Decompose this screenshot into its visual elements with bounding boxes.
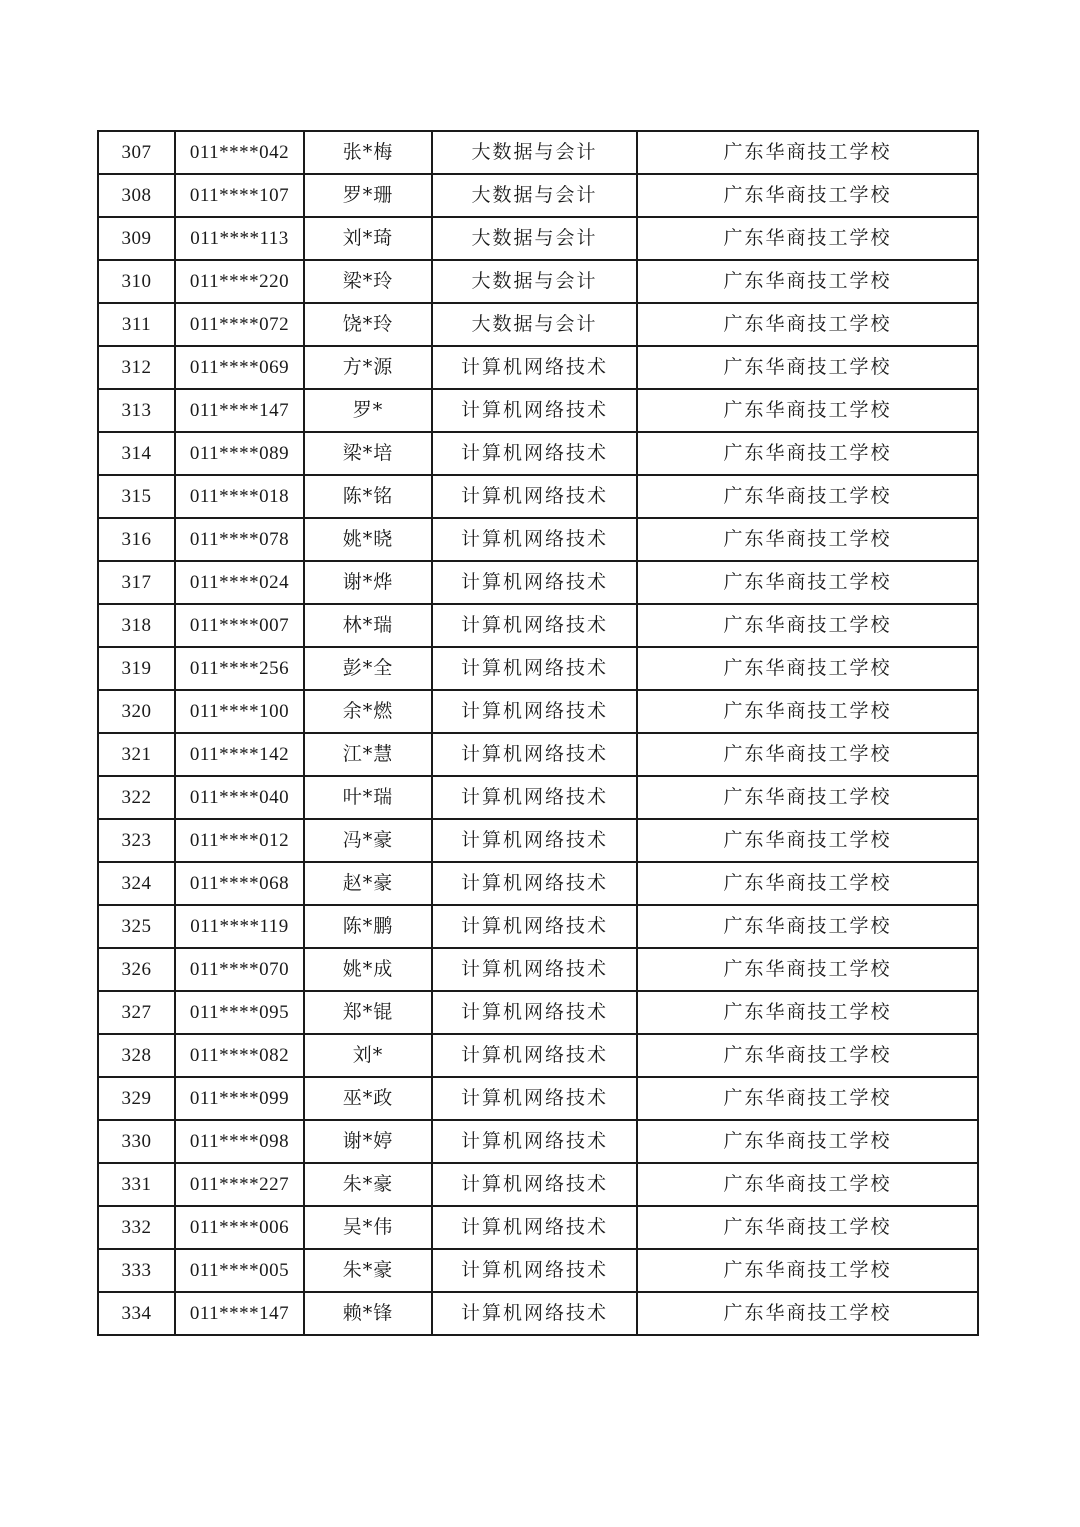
student-name-cell: 陈*鹏 [304, 905, 432, 948]
student-id-cell: 011****018 [175, 475, 304, 518]
major-cell: 大数据与会计 [432, 260, 637, 303]
school-cell: 广东华商技工学校 [637, 346, 978, 389]
table-row [98, 518, 978, 561]
row-number-cell: 308 [98, 174, 175, 217]
student-id-cell: 011****119 [175, 905, 304, 948]
student-name-cell: 朱*豪 [304, 1163, 432, 1206]
table-row [98, 862, 978, 905]
table-row [98, 819, 978, 862]
row-number-cell: 329 [98, 1077, 175, 1120]
school-cell: 广东华商技工学校 [637, 131, 978, 174]
school-cell: 广东华商技工学校 [637, 1120, 978, 1163]
student-name-cell: 朱*豪 [304, 1249, 432, 1292]
table-row [98, 647, 978, 690]
student-roster-table [97, 130, 979, 1336]
major-cell: 计算机网络技术 [432, 346, 637, 389]
major-cell: 计算机网络技术 [432, 561, 637, 604]
student-name-cell: 饶*玲 [304, 303, 432, 346]
student-name-cell: 张*梅 [304, 131, 432, 174]
student-id-cell: 011****040 [175, 776, 304, 819]
student-id-cell: 011****089 [175, 432, 304, 475]
major-cell: 计算机网络技术 [432, 475, 637, 518]
row-number-cell: 334 [98, 1292, 175, 1335]
major-cell: 计算机网络技术 [432, 991, 637, 1034]
row-number-cell: 315 [98, 475, 175, 518]
student-name-cell: 姚*晓 [304, 518, 432, 561]
table-row [98, 1249, 978, 1292]
school-cell: 广东华商技工学校 [637, 690, 978, 733]
row-number-cell: 319 [98, 647, 175, 690]
student-id-cell: 011****147 [175, 1292, 304, 1335]
student-name-cell: 谢*烨 [304, 561, 432, 604]
major-cell: 大数据与会计 [432, 174, 637, 217]
student-id-cell: 011****147 [175, 389, 304, 432]
student-id-cell: 011****100 [175, 690, 304, 733]
row-number-cell: 328 [98, 1034, 175, 1077]
school-cell: 广东华商技工学校 [637, 647, 978, 690]
student-id-cell: 011****072 [175, 303, 304, 346]
table-row [98, 475, 978, 518]
major-cell: 大数据与会计 [432, 217, 637, 260]
student-id-cell: 011****024 [175, 561, 304, 604]
student-id-cell: 011****007 [175, 604, 304, 647]
school-cell: 广东华商技工学校 [637, 819, 978, 862]
major-cell: 计算机网络技术 [432, 604, 637, 647]
major-cell: 计算机网络技术 [432, 862, 637, 905]
table-row [98, 905, 978, 948]
school-cell: 广东华商技工学校 [637, 1206, 978, 1249]
major-cell: 计算机网络技术 [432, 776, 637, 819]
major-cell: 计算机网络技术 [432, 1292, 637, 1335]
student-id-cell: 011****006 [175, 1206, 304, 1249]
student-name-cell: 彭*全 [304, 647, 432, 690]
student-id-cell: 011****082 [175, 1034, 304, 1077]
student-id-cell: 011****012 [175, 819, 304, 862]
student-name-cell: 叶*瑞 [304, 776, 432, 819]
table-row [98, 991, 978, 1034]
school-cell: 广东华商技工学校 [637, 389, 978, 432]
table-row [98, 1206, 978, 1249]
school-cell: 广东华商技工学校 [637, 1034, 978, 1077]
table-row [98, 1034, 978, 1077]
table-row [98, 561, 978, 604]
major-cell: 计算机网络技术 [432, 948, 637, 991]
school-cell: 广东华商技工学校 [637, 991, 978, 1034]
school-cell: 广东华商技工学校 [637, 475, 978, 518]
student-name-cell: 赵*豪 [304, 862, 432, 905]
row-number-cell: 310 [98, 260, 175, 303]
student-name-cell: 姚*成 [304, 948, 432, 991]
major-cell: 大数据与会计 [432, 303, 637, 346]
major-cell: 计算机网络技术 [432, 1077, 637, 1120]
table-row [98, 389, 978, 432]
student-name-cell: 赖*锋 [304, 1292, 432, 1335]
student-id-cell: 011****095 [175, 991, 304, 1034]
school-cell: 广东华商技工学校 [637, 303, 978, 346]
school-cell: 广东华商技工学校 [637, 604, 978, 647]
major-cell: 计算机网络技术 [432, 518, 637, 561]
table-row [98, 1077, 978, 1120]
major-cell: 计算机网络技术 [432, 1120, 637, 1163]
major-cell: 计算机网络技术 [432, 905, 637, 948]
school-cell: 广东华商技工学校 [637, 733, 978, 776]
student-name-cell: 陈*铭 [304, 475, 432, 518]
row-number-cell: 323 [98, 819, 175, 862]
table-row [98, 733, 978, 776]
student-id-cell: 011****069 [175, 346, 304, 389]
row-number-cell: 318 [98, 604, 175, 647]
school-cell: 广东华商技工学校 [637, 1077, 978, 1120]
row-number-cell: 311 [98, 303, 175, 346]
school-cell: 广东华商技工学校 [637, 561, 978, 604]
school-cell: 广东华商技工学校 [637, 1163, 978, 1206]
table-row [98, 690, 978, 733]
student-id-cell: 011****070 [175, 948, 304, 991]
student-id-cell: 011****107 [175, 174, 304, 217]
student-name-cell: 余*燃 [304, 690, 432, 733]
major-cell: 计算机网络技术 [432, 733, 637, 776]
row-number-cell: 309 [98, 217, 175, 260]
major-cell: 计算机网络技术 [432, 690, 637, 733]
table-row [98, 1292, 978, 1335]
table-row [98, 1120, 978, 1163]
major-cell: 计算机网络技术 [432, 647, 637, 690]
student-id-cell: 011****099 [175, 1077, 304, 1120]
student-name-cell: 梁*培 [304, 432, 432, 475]
major-cell: 计算机网络技术 [432, 1249, 637, 1292]
row-number-cell: 326 [98, 948, 175, 991]
major-cell: 计算机网络技术 [432, 1163, 637, 1206]
roster-table-body [98, 131, 978, 1335]
row-number-cell: 321 [98, 733, 175, 776]
table-row [98, 131, 978, 174]
student-name-cell: 谢*婷 [304, 1120, 432, 1163]
row-number-cell: 314 [98, 432, 175, 475]
row-number-cell: 331 [98, 1163, 175, 1206]
student-id-cell: 011****078 [175, 518, 304, 561]
student-name-cell: 刘* [304, 1034, 432, 1077]
row-number-cell: 333 [98, 1249, 175, 1292]
school-cell: 广东华商技工学校 [637, 905, 978, 948]
student-name-cell: 巫*政 [304, 1077, 432, 1120]
school-cell: 广东华商技工学校 [637, 260, 978, 303]
student-name-cell: 江*慧 [304, 733, 432, 776]
major-cell: 计算机网络技术 [432, 1206, 637, 1249]
row-number-cell: 325 [98, 905, 175, 948]
school-cell: 广东华商技工学校 [637, 1292, 978, 1335]
table-row [98, 174, 978, 217]
table-row [98, 303, 978, 346]
major-cell: 计算机网络技术 [432, 819, 637, 862]
school-cell: 广东华商技工学校 [637, 518, 978, 561]
row-number-cell: 320 [98, 690, 175, 733]
student-id-cell: 011****113 [175, 217, 304, 260]
school-cell: 广东华商技工学校 [637, 217, 978, 260]
row-number-cell: 330 [98, 1120, 175, 1163]
student-id-cell: 011****220 [175, 260, 304, 303]
table-row [98, 948, 978, 991]
school-cell: 广东华商技工学校 [637, 432, 978, 475]
student-id-cell: 011****256 [175, 647, 304, 690]
row-number-cell: 322 [98, 776, 175, 819]
table-row [98, 776, 978, 819]
table-row [98, 260, 978, 303]
student-id-cell: 011****005 [175, 1249, 304, 1292]
row-number-cell: 317 [98, 561, 175, 604]
student-name-cell: 罗* [304, 389, 432, 432]
school-cell: 广东华商技工学校 [637, 862, 978, 905]
major-cell: 计算机网络技术 [432, 1034, 637, 1077]
student-name-cell: 刘*琦 [304, 217, 432, 260]
row-number-cell: 307 [98, 131, 175, 174]
student-id-cell: 011****068 [175, 862, 304, 905]
student-name-cell: 方*源 [304, 346, 432, 389]
school-cell: 广东华商技工学校 [637, 174, 978, 217]
student-id-cell: 011****142 [175, 733, 304, 776]
student-name-cell: 罗*珊 [304, 174, 432, 217]
major-cell: 大数据与会计 [432, 131, 637, 174]
table-row [98, 1163, 978, 1206]
major-cell: 计算机网络技术 [432, 432, 637, 475]
row-number-cell: 332 [98, 1206, 175, 1249]
table-row [98, 604, 978, 647]
school-cell: 广东华商技工学校 [637, 776, 978, 819]
student-id-cell: 011****227 [175, 1163, 304, 1206]
student-id-cell: 011****042 [175, 131, 304, 174]
student-id-cell: 011****098 [175, 1120, 304, 1163]
row-number-cell: 316 [98, 518, 175, 561]
school-cell: 广东华商技工学校 [637, 948, 978, 991]
table-row [98, 432, 978, 475]
row-number-cell: 313 [98, 389, 175, 432]
table-row [98, 217, 978, 260]
student-name-cell: 林*瑞 [304, 604, 432, 647]
table-row [98, 346, 978, 389]
major-cell: 计算机网络技术 [432, 389, 637, 432]
row-number-cell: 312 [98, 346, 175, 389]
row-number-cell: 324 [98, 862, 175, 905]
school-cell: 广东华商技工学校 [637, 1249, 978, 1292]
student-name-cell: 吴*伟 [304, 1206, 432, 1249]
student-name-cell: 冯*豪 [304, 819, 432, 862]
row-number-cell: 327 [98, 991, 175, 1034]
student-name-cell: 郑*锟 [304, 991, 432, 1034]
student-name-cell: 梁*玲 [304, 260, 432, 303]
